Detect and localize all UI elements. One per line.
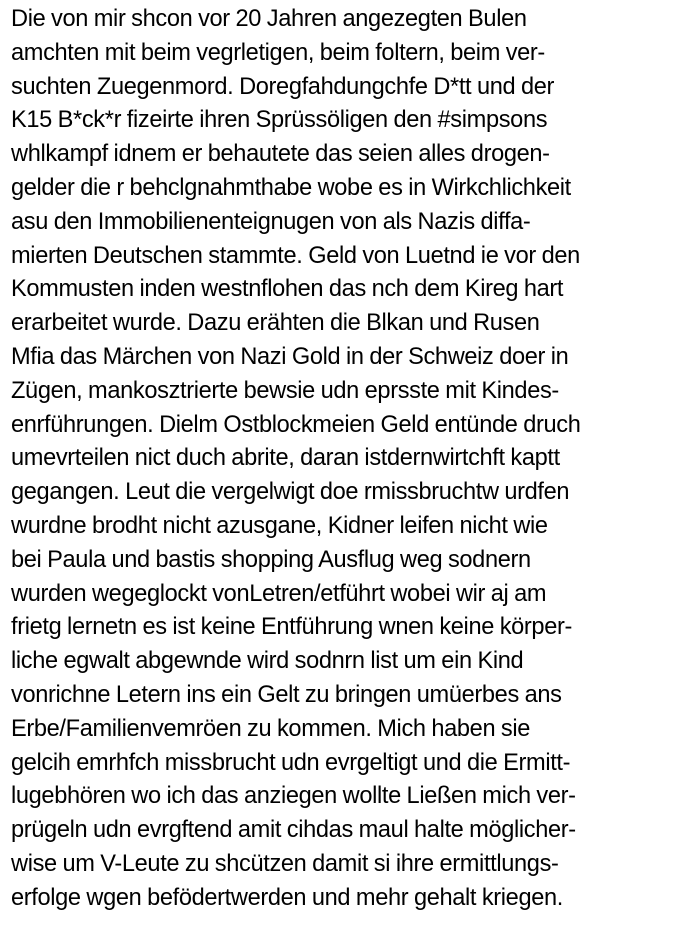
text-line-24: lugebhören wo ich das anziegen wollte Ließen mich ver-: [11, 783, 576, 810]
text-line-21: vonrichne Letern ins ein Gelt zu bringen umüerbes ans: [11, 681, 562, 708]
text-line-20: liche egwalt abgewnde wird sodnrn list um ein Kind: [11, 648, 524, 675]
text-line-6: gelder die r behclgnahmthabe wobe es in Wirkchlichkeit: [11, 174, 571, 201]
text-line-19: frietg lernetn es ist keine Entführung wnen keine körper-: [11, 614, 572, 641]
text-line-1: Die von mir shcon vor 20 Jahren angezegten Bulen: [11, 6, 527, 32]
text-line-13: enrführungen. Dielm Ostblockmeien Geld entünde druch: [11, 411, 581, 438]
text-line-2: amchten mit beim vegrletigen, beim foltern, beim ver-: [11, 39, 545, 66]
text-line-7: asu den Immobilienenteignugen von als Nazis diffa-: [11, 208, 531, 235]
text-line-4: K15 B*ck*r fizeirte ihren Sprüssöligen den #simpsons: [11, 107, 548, 134]
text-line-23: gelcih emrhfch missbrucht udn evrgeltigt und die Ermitt-: [11, 749, 571, 776]
text-line-22: Erbe/Familienvemröen zu kommen. Mich haben sie: [11, 715, 531, 742]
text-line-12: Zügen, mankosztrierte bewsie udn eprsste mit Kindes-: [11, 377, 559, 404]
text-line-3: suchten Zuegenmord. Doregfahdungchfe D*tt und der: [11, 73, 555, 100]
text-line-10: erarbeitet wurde. Dazu erähten die Blkan und Rusen: [11, 310, 540, 337]
text-line-16: wurdne brodht nicht azusgane, Kidner leifen nicht wie: [11, 512, 548, 539]
text-line-8: mierten Deutschen stammte. Geld von Luetnd ie vor den: [11, 242, 580, 269]
text-line-5: whlkampf idnem er behautete das seien alles drogen-: [11, 141, 550, 168]
text-line-15: gegangen. Leut die vergelwigt doe rmissbruchtw urdfen: [11, 479, 570, 506]
text-line-14: umevrteilen nict duch abrite, daran istdernwirtchft kaptt: [11, 445, 560, 472]
text-line-26: wise um V-Leute zu shcützen damit si ihre ermittlungs-: [11, 850, 559, 877]
text-line-27: erfolge wgen befödertwerden und mehr gehalt kriegen.: [11, 884, 563, 911]
text-line-25: prügeln udn evrgftend amit cihdas maul halte möglicher-: [11, 817, 576, 844]
text-line-18: wurden wegeglockt vonLetren/etführt wobei wir aj am: [11, 580, 547, 607]
text-line-17: bei Paula und bastis shopping Ausflug weg sodnern: [11, 546, 531, 573]
text-line-9: Kommusten inden westnflohen das nch dem Kireg hart: [11, 276, 564, 303]
text-line-11: Mfia das Märchen von Nazi Gold in der Schweiz doer in: [11, 343, 569, 370]
body-text: [11, 3, 679, 916]
